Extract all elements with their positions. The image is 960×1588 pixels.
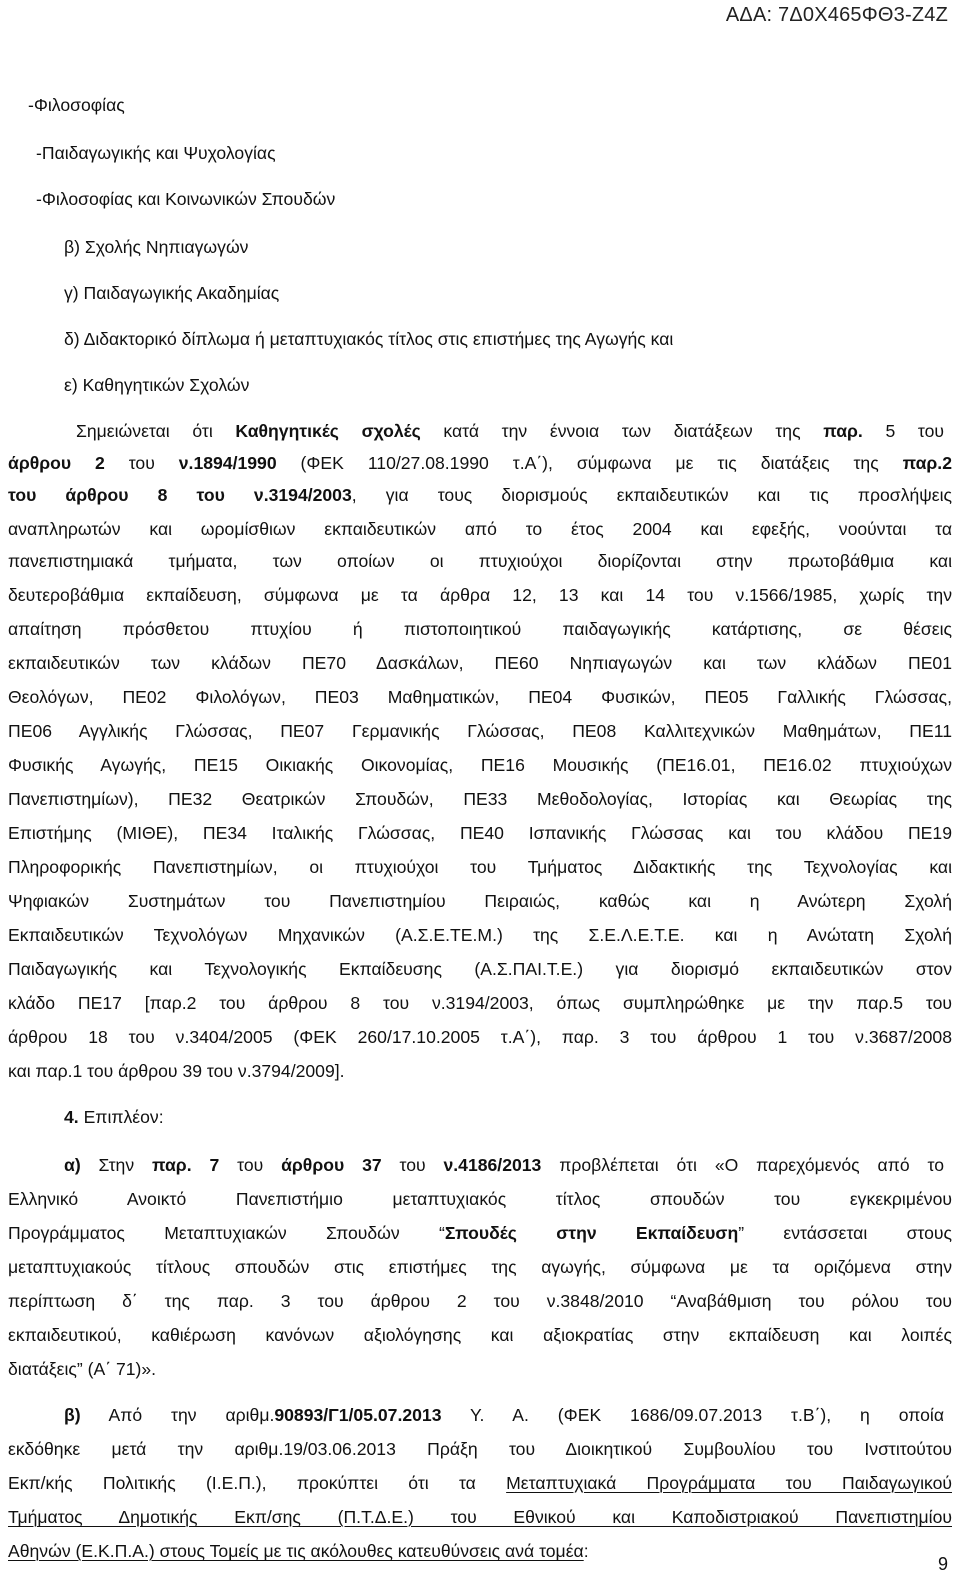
paragraph-line: Εκπ/κής Πολιτικής (Ι.Ε.Π.), προκύπτει ότι τα Μεταπτυχιακά Προγράμματα του Παιδαγωγικού	[8, 1473, 952, 1493]
paragraph-line: Εκπαιδευτικών Τεχνολόγων Μηχανικών (Α.Σ.Ε.ΤΕ.Μ.) της Σ.Ε.Λ.Ε.Τ.Ε. και η Ανώτατη Σχολή	[8, 925, 952, 945]
list-item: -Παιδαγωγικής και Ψυχολογίας	[36, 143, 276, 163]
paragraph-line: περίπτωση δ΄ της παρ. 3 του άρθρου 2 του ν.3848/2010 “Αναβάθμιση του ρόλου του	[8, 1291, 952, 1311]
paragraph-line: Επιστήμης (ΜΙΘΕ), ΠΕ34 Ιταλικής Γλώσσας, ΠΕ40 Ισπανικής Γλώσσας και του κλάδου ΠΕ19	[8, 823, 952, 843]
paragraph-line: κλάδο ΠΕ17 [παρ.2 του άρθρου 8 του ν.3194/2003, όπως συμπληρώθηκε με την παρ.5 του	[8, 993, 952, 1013]
list-item: γ) Παιδαγωγικής Ακαδημίας	[64, 283, 280, 303]
paragraph-line: Σημειώνεται ότι Καθηγητικές σχολές κατά την έννοια των διατάξεων της παρ. 5 του	[76, 421, 944, 441]
paragraph-line: Ψηφιακών Συστημάτων του Πανεπιστημίου Πειραιώς, καθώς και η Ανώτερη Σχολή	[8, 891, 952, 911]
paragraph-line: πανεπιστημιακά τμήματα, των οποίων οι πτυχιούχοι διορίζονται στην πρωτοβάθμια και	[8, 551, 952, 571]
paragraph-line: Πανεπιστημίων), ΠΕ32 Θεατρικών Σπουδών, ΠΕ33 Μεθοδολογίας, Ιστορίας και Θεωρίας της	[8, 789, 952, 809]
paragraph-line: του άρθρου 8 του ν.3194/2003, για τους διορισμούς εκπαιδευτικών και τις προσλήψεις	[8, 485, 952, 505]
list-item: β) Σχολής Νηπιαγωγών	[64, 237, 249, 257]
paragraph-line: εκδόθηκε μετά την αριθμ.19/03.06.2013 Πράξη του Διοικητικού Συμβουλίου του Ινστιτούτου	[8, 1439, 952, 1459]
section-title: Επιπλέον:	[78, 1107, 164, 1127]
paragraph-line: δευτεροβάθμια εκπαίδευση, σύμφωνα με τα άρθρα 12, 13 και 14 του ν.1566/1985, χωρίς την	[8, 585, 952, 605]
paragraph-line: απαίτηση πρόσθετου πτυχίου ή πιστοποιητικού παιδαγωγικής κατάρτισης, σε θέσεις	[8, 619, 952, 639]
paragraph-line: Πληροφορικής Πανεπιστημίων, οι πτυχιούχοι του Τμήματος Διδακτικής της Τεχνολογίας και	[8, 857, 952, 877]
list-item: -Φιλοσοφίας και Κοινωνικών Σπουδών	[36, 189, 336, 209]
paragraph-line: Παιδαγωγικής και Τεχνολογικής Εκπαίδευσης (Α.Σ.ΠΑΙ.Τ.Ε.) για διορισμό εκπαιδευτικών στον	[8, 959, 952, 979]
paragraph-line: Τμήματος Δημοτικής Εκπ/σης (Π.Τ.Δ.Ε.) του Εθνικού και Καποδιστριακού Πανεπιστημίου	[8, 1507, 952, 1527]
section-heading	[64, 1104, 960, 1130]
ada-code: ΑΔΑ: 7Δ0Χ465ΦΘ3-Ζ4Ζ	[725, 4, 948, 26]
paragraph-line: Φυσικής Αγωγής, ΠΕ15 Οικιακής Οικονομίας, ΠΕ16 Μουσικής (ΠΕ16.01, ΠΕ16.02 πτυχιούχων	[8, 755, 952, 775]
paragraph-line: Ελληνικό Ανοικτό Πανεπιστήμιο μεταπτυχιακός τίτλος σπουδών του εγκεκριμένου	[8, 1189, 952, 1209]
paragraph-line: διατάξεις” (Α΄ 71)».	[8, 1359, 157, 1379]
paragraph-line: Προγράμματος Μεταπτυχιακών Σπουδών “Σπουδές στην Εκπαίδευση” εντάσσεται στους	[8, 1223, 952, 1243]
paragraph-line: ΠΕ06 Αγγλικής Γλώσσας, ΠΕ07 Γερμανικής Γλώσσας, ΠΕ08 Καλλιτεχνικών Μαθημάτων, ΠΕ11	[8, 721, 952, 741]
paragraph-line: μεταπτυχιακούς τίτλους σπουδών στις επιστήμες της αγωγής, σύμφωνα με τα οριζόμενα στην	[8, 1257, 952, 1277]
paragraph-line: αναπληρωτών και ωρομίσθιων εκπαιδευτικών από το έτος 2004 και εφεξής, νοούνται τα	[8, 519, 952, 539]
paragraph-line: εκπαιδευτικού, καθιέρωση κανόνων αξιολόγησης και αξιοκρατίας στην εκπαίδευση και λοιπές	[8, 1325, 952, 1345]
list-item: -Φιλοσοφίας	[28, 95, 125, 115]
paragraph-line: άρθρου 18 του ν.3404/2005 (ΦΕΚ 260/17.10.2005 τ.Α΄), παρ. 3 του άρθρου 1 του ν.3687/2008	[8, 1027, 952, 1047]
paragraph-line: και παρ.1 του άρθρου 39 του ν.3794/2009].	[8, 1061, 345, 1081]
list-item: ε) Καθηγητικών Σχολών	[64, 375, 250, 395]
paragraph-line: α) Στην παρ. 7 του άρθρου 37 του ν.4186/2013 προβλέπεται ότι «Ο παρεχόμενός από το	[64, 1155, 944, 1175]
paragraph-line: Αθηνών (Ε.Κ.Π.Α.) στους Τομείς με τις ακόλουθες κατευθύνσεις ανά τομέα:	[8, 1541, 589, 1561]
list-item: δ) Διδακτορικό δίπλωμα ή μεταπτυχιακός τίτλος στις επιστήμες της Αγωγής και	[64, 329, 674, 349]
page-number: 9	[937, 1554, 948, 1574]
section-number: 4.	[64, 1107, 79, 1127]
paragraph-line: εκπαιδευτικών των κλάδων ΠΕ70 Δασκάλων, ΠΕ60 Νηπιαγωγών και των κλάδων ΠΕ01	[8, 653, 952, 673]
paragraph-line: άρθρου 2 του ν.1894/1990 (ΦΕΚ 110/27.08.1990 τ.Α΄), σύμφωνα με τις διατάξεις της παρ.2	[8, 453, 952, 473]
paragraph-line: β) Από την αριθμ.90893/Γ1/05.07.2013 Υ. Α. (ΦΕΚ 1686/09.07.2013 τ.Β΄), η οποία	[64, 1405, 944, 1425]
paragraph-line: Θεολόγων, ΠΕ02 Φιλολόγων, ΠΕ03 Μαθηματικών, ΠΕ04 Φυσικών, ΠΕ05 Γαλλικής Γλώσσας,	[8, 687, 952, 707]
